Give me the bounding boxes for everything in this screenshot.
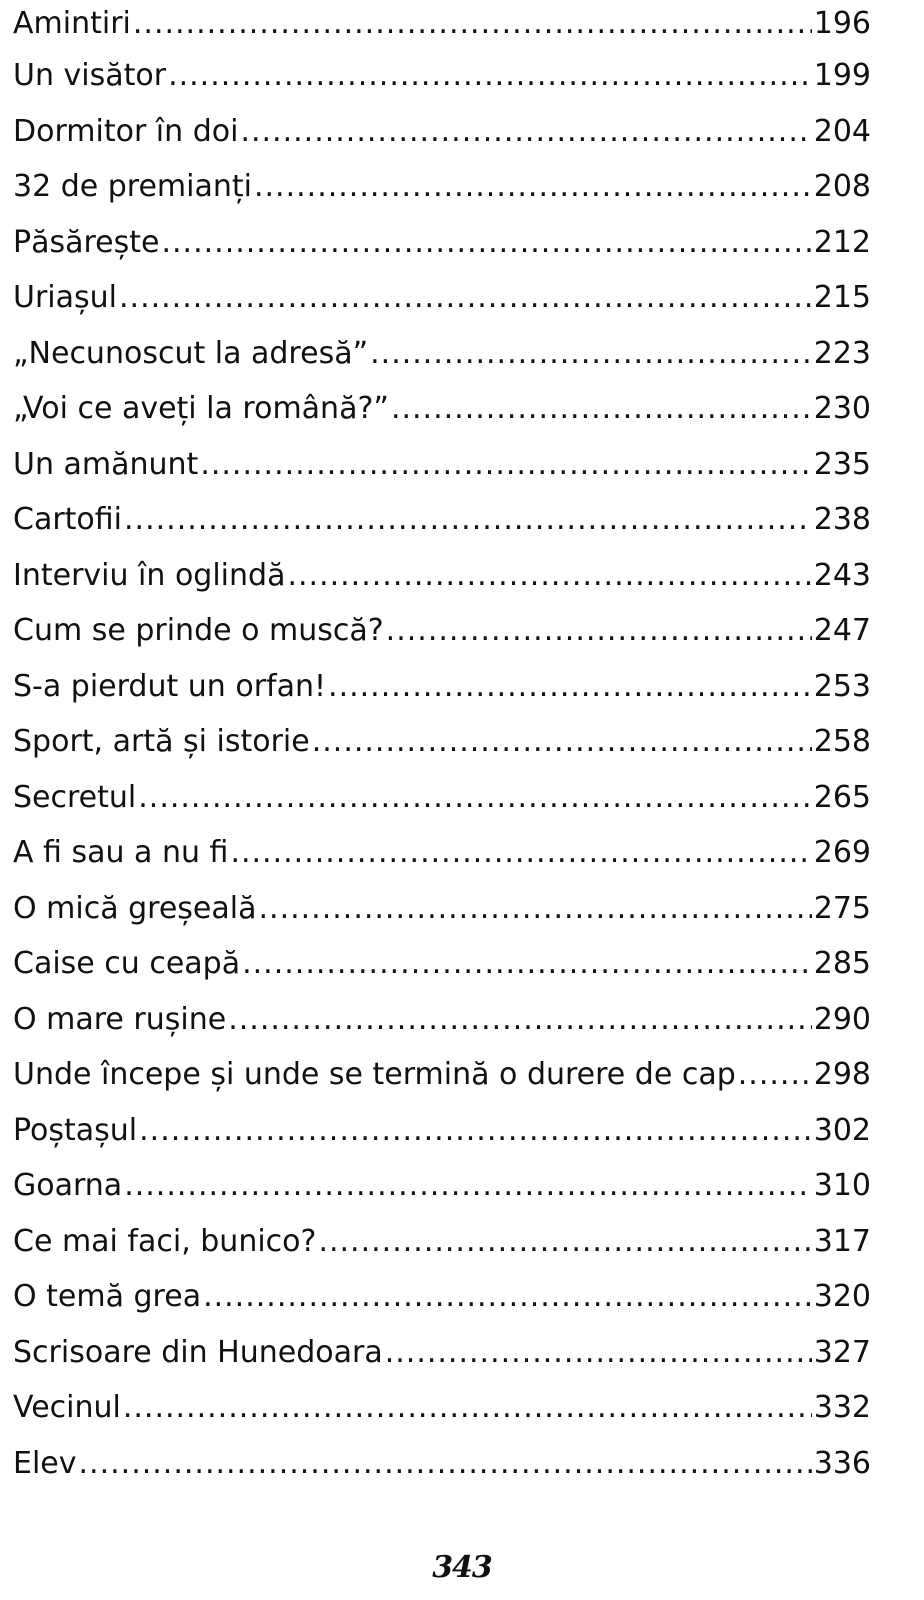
- toc-entry: [13, 326, 871, 382]
- toc-leader-dots: [259, 881, 812, 937]
- toc-leader-dots: [138, 770, 811, 826]
- toc-entry: [13, 1325, 871, 1381]
- toc-leader-dots: [312, 714, 812, 770]
- toc-leader-dots: [738, 1047, 812, 1103]
- toc-entry-page: 310: [813, 1168, 871, 1203]
- toc-leader-dots: [230, 825, 811, 881]
- toc-entry-page: 235: [813, 446, 871, 482]
- toc-leader-dots: [328, 659, 812, 715]
- toc-leader-dots: [200, 437, 811, 493]
- toc-entry-page: 212: [813, 224, 871, 260]
- toc-entry-page: 302: [813, 1112, 871, 1148]
- toc-entry: [13, 548, 871, 604]
- toc-entry-title: „Voi ce aveți la română?”: [13, 391, 389, 426]
- toc-entry: [13, 770, 871, 826]
- toc-leader-dots: [385, 1325, 812, 1381]
- toc-entry: [13, 492, 871, 548]
- toc-entry-title: Cartofii: [13, 502, 123, 537]
- toc-entry-page: 196: [813, 6, 871, 41]
- toc-entry-page: 290: [813, 1001, 871, 1037]
- toc-leader-dots: [133, 0, 812, 48]
- toc-entry-page: 243: [813, 557, 871, 593]
- toc-entry-page: 320: [813, 1279, 871, 1314]
- toc-entry-page: 275: [813, 890, 871, 926]
- toc-entry-page: 285: [813, 946, 871, 981]
- toc-entry-page: 298: [813, 1057, 871, 1092]
- toc-entry-title: 32 de premianți: [13, 169, 252, 204]
- toc-leader-dots: [119, 270, 812, 326]
- toc-leader-dots: [370, 326, 812, 382]
- toc-leader-dots: [139, 1103, 812, 1159]
- toc-entry-title: Vecinul: [13, 1390, 121, 1425]
- toc-entry-page: 332: [813, 1390, 871, 1425]
- toc-entry-title: Un visător: [13, 58, 167, 93]
- toc-leader-dots: [161, 215, 811, 271]
- toc-entry: [13, 270, 871, 326]
- toc-entry-title: Un amănunt: [13, 446, 199, 482]
- toc-entry: [13, 437, 871, 493]
- toc-entry-title: A fi sau a nu fi: [13, 835, 229, 870]
- toc-entry-title: Cum se prinde o muscă?: [13, 613, 384, 648]
- toc-entry: [13, 825, 871, 881]
- toc-leader-dots: [123, 1380, 812, 1436]
- toc-entry-page: 258: [813, 724, 871, 759]
- toc-leader-dots: [240, 104, 811, 160]
- toc-entry: [13, 1436, 871, 1492]
- toc-leader-dots: [254, 159, 812, 215]
- toc-leader-dots: [386, 603, 812, 659]
- toc-entry-page: 327: [813, 1334, 871, 1370]
- page-number: 343: [432, 1550, 492, 1585]
- toc-entry-title: Secretul: [13, 779, 137, 815]
- toc-leader-dots: [242, 936, 812, 992]
- toc-entry: [13, 881, 871, 937]
- toc-entry: [13, 1269, 871, 1325]
- toc-entry-page: 238: [813, 502, 871, 537]
- toc-entry-title: Amintiri: [13, 6, 131, 41]
- toc-leader-dots: [228, 992, 812, 1048]
- toc-entry-page: 230: [813, 391, 871, 426]
- toc-leader-dots: [318, 1214, 811, 1270]
- toc-entry-page: 215: [813, 280, 871, 315]
- toc-entry-title: S-a pierdut un orfan!: [13, 668, 327, 704]
- toc-entry: [13, 714, 871, 770]
- toc-leader-dots: [203, 1269, 812, 1325]
- toc-entry: [13, 1047, 871, 1103]
- table-of-contents: [13, 0, 871, 1491]
- toc-entry-page: 204: [813, 113, 871, 149]
- toc-entry: [13, 1158, 871, 1214]
- toc-entry: [13, 1214, 871, 1270]
- toc-entry-title: Elev: [13, 1445, 77, 1481]
- toc-entry: [13, 381, 871, 437]
- toc-leader-dots: [79, 1436, 812, 1492]
- toc-entry-title: O mare rușine: [13, 1001, 227, 1037]
- toc-entry-page: 247: [813, 613, 871, 648]
- toc-entry-title: Ce mai faci, bunico?: [13, 1223, 317, 1259]
- toc-entry-title: Interviu în oglindă: [13, 557, 286, 593]
- toc-entry-title: O mică greșeală: [13, 890, 257, 926]
- toc-entry-title: Dormitor în doi: [13, 113, 239, 149]
- toc-entry: [13, 215, 871, 271]
- toc-entry-page: 253: [813, 668, 871, 704]
- toc-entry: [13, 992, 871, 1048]
- toc-leader-dots: [168, 48, 812, 104]
- toc-entry: [13, 48, 871, 104]
- toc-entry-page: 265: [813, 779, 871, 815]
- toc-entry-page: 317: [813, 1223, 871, 1259]
- toc-entry-page: 269: [813, 835, 871, 870]
- toc-entry-title: Poștașul: [13, 1112, 138, 1148]
- toc-entry: [13, 104, 871, 160]
- toc-entry-title: Uriașul: [13, 280, 117, 315]
- toc-entry-title: „Necunoscut la adresă”: [13, 335, 369, 371]
- toc-entry: [13, 936, 871, 992]
- toc-entry-title: Unde începe și unde se termină o durere de cap: [13, 1057, 736, 1092]
- toc-entry: [13, 1380, 871, 1436]
- toc-leader-dots: [391, 381, 812, 437]
- toc-entry-page: 208: [813, 169, 871, 204]
- toc-entry: [13, 159, 871, 215]
- toc-entry: [13, 1103, 871, 1159]
- toc-entry-title: Păsărește: [13, 224, 160, 260]
- toc-entry-title: Sport, artă și istorie: [13, 724, 310, 759]
- toc-entry-title: Scrisoare din Hunedoara: [13, 1334, 383, 1370]
- toc-entry-page: 223: [813, 335, 871, 371]
- toc-entry-title: Caise cu ceapă: [13, 946, 241, 981]
- toc-entry-title: Goarna: [13, 1168, 123, 1203]
- toc-entry: [13, 0, 871, 48]
- toc-entry-page: 336: [813, 1445, 871, 1481]
- toc-leader-dots: [287, 548, 811, 604]
- toc-entry-page: 199: [813, 58, 871, 93]
- toc-entry: [13, 603, 871, 659]
- toc-leader-dots: [124, 1158, 812, 1214]
- toc-entry: [13, 659, 871, 715]
- toc-entry-title: O temă grea: [13, 1279, 202, 1314]
- toc-leader-dots: [124, 492, 812, 548]
